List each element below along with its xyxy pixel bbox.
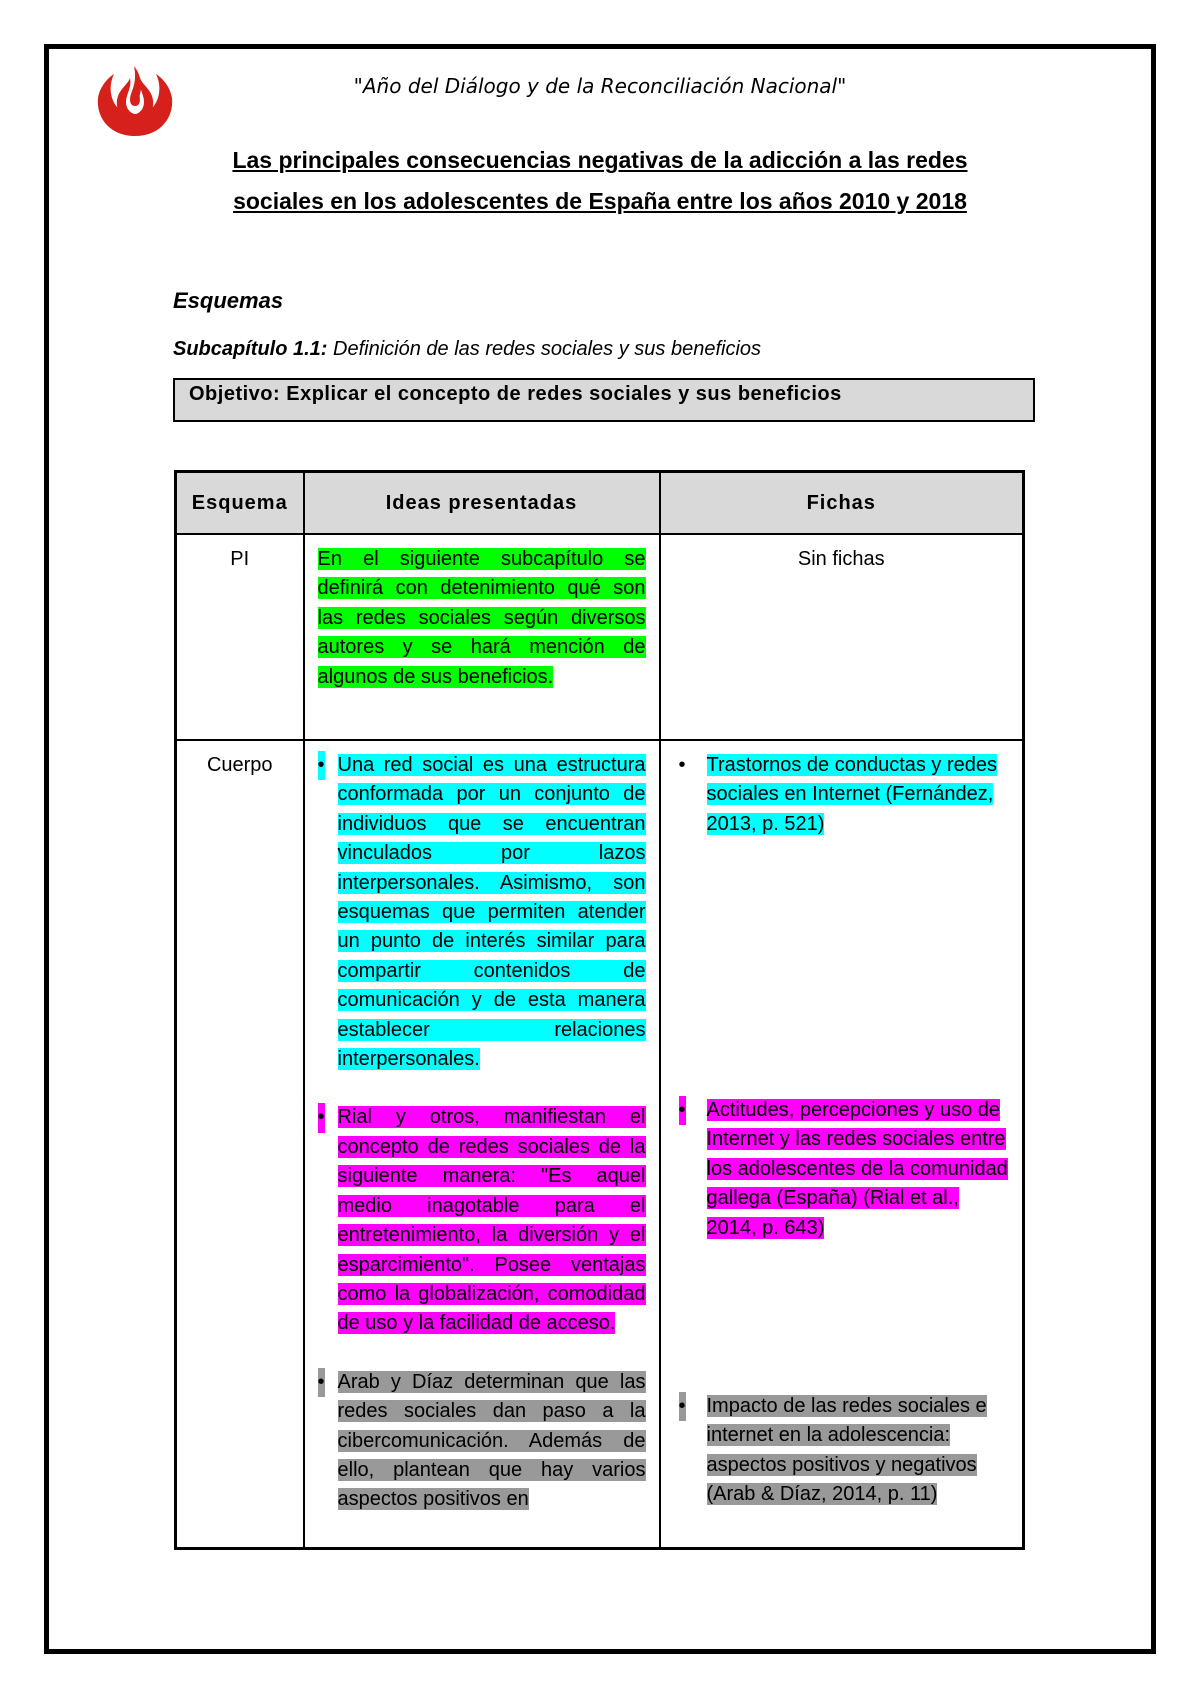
year-motto: "Año del Diálogo y de la Reconciliación Nacional" [353, 74, 847, 98]
table-row [176, 534, 1024, 740]
header-esquema: Esquema [176, 472, 304, 535]
idea-text-pi: En el siguiente subcapítulo se definirá con detenimiento qué son las redes sociales según diversos autores y se hará mención de algunos de sus beneficios. [317, 548, 646, 688]
table-header-row [176, 472, 1024, 535]
table-row [176, 740, 1024, 1548]
header-ideas: Ideas presentadas [304, 472, 660, 535]
university-logo-icon [94, 58, 176, 138]
ficha-text-3: Impacto de las redes sociales e internet en la adolescencia: aspectos positivos y negativos (Arab & Díaz, 2014, p. 11) [706, 1395, 987, 1506]
bullet-icon: • [679, 1096, 686, 1125]
bullet-icon: • [318, 1103, 325, 1132]
document-title [150, 140, 1050, 222]
header-fichas: Fichas [660, 472, 1024, 535]
ficha-cell-pi: Sin fichas [660, 534, 1024, 740]
idea-text-3: Arab y Díaz determinan que las redes sociales dan paso a la cibercomunicación. Además de ello, plantean que hay varios aspectos positivos en [337, 1370, 646, 1511]
subchapter-line [173, 338, 761, 361]
idea-cell-pi [304, 534, 660, 740]
list-item [318, 751, 646, 1074]
esquema-cell-pi: PI [176, 534, 304, 740]
list-item [661, 751, 1009, 1096]
ficha-text-2: Actitudes, percepciones y uso de Internet y las redes sociales entre los adolescentes de la comunidad gallega (España) (Rial et al., 2014, p. 643) [706, 1099, 1008, 1239]
subchapter-title: Definición de las redes sociales y sus beneficios [327, 338, 762, 360]
objective-box: Objetivo: Explicar el concepto de redes sociales y sus beneficios [173, 378, 1035, 422]
idea-text-2: Rial y otros, manifiestan el concepto de redes sociales de la siguiente manera: "Es aquel medio inagotable para el entretenimiento, la diversión y el esparcimiento". Posee ventajas como la globalización, comodidad de uso y la facilidad de acceso. [337, 1106, 646, 1335]
ficha-cell-cuerpo [660, 740, 1024, 1548]
bullet-icon: • [318, 1368, 325, 1397]
title-line-2: sociales en los adolescentes de España entre los años 2010 y 2018 [233, 188, 967, 214]
section-heading: Esquemas [173, 288, 284, 313]
list-item [661, 1392, 1009, 1510]
bullet-icon: • [679, 1392, 686, 1421]
list-item [661, 1096, 1009, 1392]
list-item [318, 1368, 646, 1515]
idea-cell-cuerpo [304, 740, 660, 1548]
idea-text-1: Una red social es una estructura conformada por un conjunto de individuos que se encuentran vinculados por lazos interpersonales. Asimismo, son esquemas que permiten atender un punto de interés similar para compartir contenidos de comunicación y de esta manera establecer relaciones interpersonales. [337, 754, 646, 1071]
ficha-text-1: Trastornos de conductas y redes sociales en Internet (Fernández, 2013, p. 521) [706, 754, 998, 835]
bullet-icon: • [318, 751, 325, 780]
outline-table [174, 470, 1025, 1550]
bullet-icon: • [678, 754, 686, 776]
list-item [318, 1103, 646, 1338]
title-line-1: Las principales consecuencias negativas de la adicción a las redes [232, 147, 968, 173]
esquema-cell-cuerpo: Cuerpo [176, 740, 304, 1548]
subchapter-label: Subcapítulo 1.1: [173, 338, 328, 360]
